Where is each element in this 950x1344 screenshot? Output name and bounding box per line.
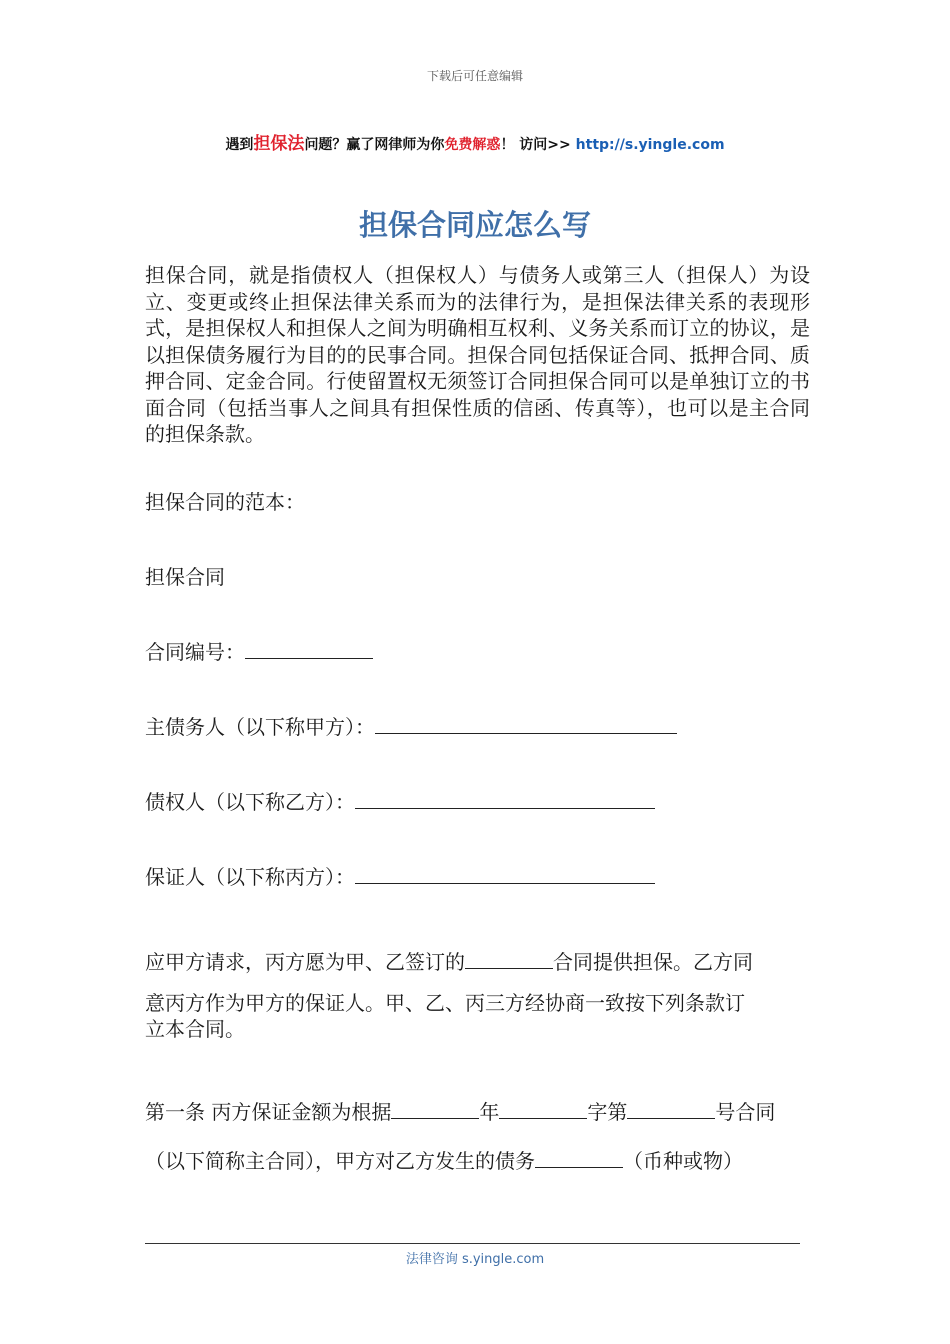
party-c-label: 保证人（以下称丙方）： — [145, 865, 355, 889]
promo-text-3: ！ 访问>> — [500, 137, 576, 153]
article1-text-2b: （币种或物） — [623, 1149, 743, 1173]
article1-line-1 — [145, 1096, 775, 1125]
sample-label: 担保合同的范本： — [145, 490, 305, 514]
party-c-line — [145, 861, 655, 890]
article1-basis-blank[interactable] — [391, 1100, 479, 1119]
contract-number-line — [145, 636, 373, 665]
request-line-1 — [145, 946, 753, 975]
article1-text-1b: 年 — [479, 1100, 500, 1124]
party-a-line — [145, 711, 677, 740]
article1-debt-blank[interactable] — [535, 1149, 623, 1168]
article1-line-2 — [145, 1145, 743, 1174]
party-c-blank[interactable] — [355, 865, 655, 884]
article1-year-blank[interactable] — [499, 1100, 587, 1119]
contract-number-blank[interactable] — [245, 640, 373, 659]
download-note: 下载后可任意编辑 — [426, 69, 523, 83]
party-b-blank[interactable] — [355, 790, 655, 809]
contract-title: 担保合同 — [145, 565, 225, 589]
document-title: 担保合同应怎么写 — [358, 208, 591, 242]
article1-number-blank[interactable] — [627, 1100, 715, 1119]
promo-banner — [0, 129, 950, 154]
article1-text-2a: （以下简称主合同），甲方对乙方发生的债务 — [145, 1149, 535, 1173]
promo-keyword: 担保法 — [253, 134, 305, 154]
party-b-line — [145, 786, 655, 815]
article1-text-1a: 第一条 丙方保证金额为根据 — [145, 1100, 392, 1124]
article1-text-1d: 号合同 — [715, 1100, 776, 1124]
request-line-2: 意丙方作为甲方的保证人。甲、乙、丙三方经协商一致按下列条款订 — [145, 991, 745, 1015]
request-line-3: 立本合同。 — [145, 1017, 245, 1041]
promo-text-2: 问题？赢了网律师为你 — [304, 137, 445, 153]
request-contract-blank[interactable] — [465, 950, 553, 969]
promo-text-1: 遇到 — [225, 137, 254, 153]
request-text-1a: 应甲方请求，丙方愿为甲、乙签订的 — [145, 950, 465, 974]
intro-paragraph: 担保合同，就是指债权人（担保权人）与债务人或第三人（担保人）为设立、变更或终止担保法律关系而为的法律行为，是担保法律关系的表现形式，是担保权人和担保人之间为明确相互权利、义务关系而订立的协议，是以担保债务履行为目的的民事合同。担保合同包括保证合同、抵押合同、质押合同、定金合同。行使留置权无须签订合同担保合同可以是单独订立的书面合同（包括当事人之间具有担保性质的信函、传真等），也可以是主合同的担保条款。 — [145, 263, 810, 446]
article1-text-1c: 字第 — [587, 1100, 628, 1124]
request-text-1b: 合同提供担保。乙方同 — [553, 950, 753, 974]
footer-divider — [145, 1243, 800, 1244]
promo-highlight: 免费解惑 — [444, 137, 501, 153]
party-a-label: 主债务人（以下称甲方）： — [145, 715, 375, 739]
footer-text: 法律咨询 s.yingle.com — [405, 1252, 545, 1267]
party-a-blank[interactable] — [375, 715, 677, 734]
party-b-label: 债权人（以下称乙方）： — [145, 790, 355, 814]
contract-number-label: 合同编号： — [145, 640, 245, 664]
promo-link[interactable]: http://s.yingle.com — [575, 137, 725, 153]
